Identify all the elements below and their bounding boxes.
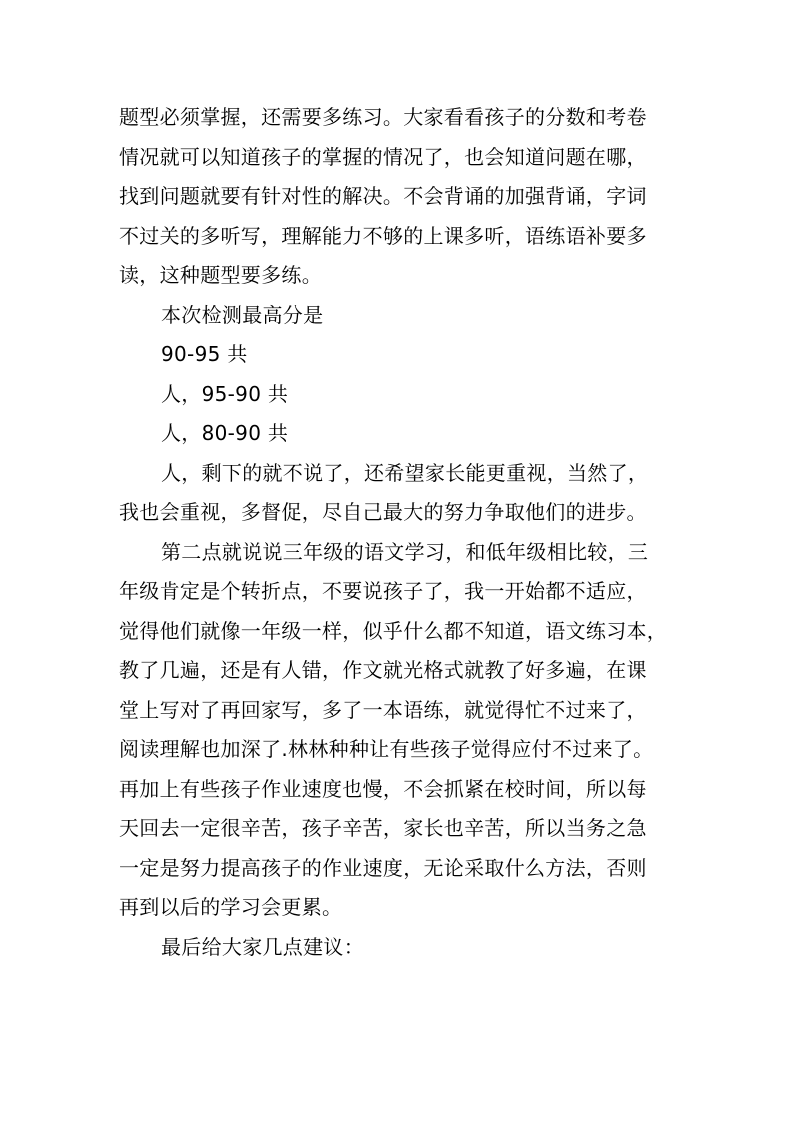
text-line: 情况就可以知道孩子的掌握的情况了，也会知道问题在哪， bbox=[119, 144, 647, 169]
text-line: 我也会重视，多督促，尽自己最大的努力争取他们的进步。 bbox=[119, 500, 647, 524]
text-line: 不过关的多听写，理解能力不够的上课多听，语练语补要多 bbox=[119, 223, 647, 248]
document-body bbox=[119, 98, 689, 967]
text-line: 人，80-90 共 bbox=[161, 421, 289, 445]
text-line: 觉得他们就像一年级一样，似乎什么都不知道，语文练习本， bbox=[119, 618, 668, 643]
text-line: 找到问题就要有针对性的解决。不会背诵的加强背诵，字词 bbox=[119, 184, 647, 208]
text-line: 读，这种题型要多练。 bbox=[119, 263, 322, 287]
text-line: 人，剩下的就不说了，还希望家长能更重视，当然了， bbox=[161, 460, 649, 485]
text-line: 再加上有些孩子作业速度也慢，不会抓紧在校时间，所以每 bbox=[119, 776, 647, 801]
text-line: 教了几遍，还是有人错，作文就光格式就教了好多遍，在课 bbox=[119, 658, 647, 682]
text-line: 再到以后的学习会更累。 bbox=[119, 895, 343, 919]
text-line: 本次检测最高分是 bbox=[161, 302, 324, 327]
text-line: 一定是努力提高孩子的作业速度，无论采取什么方法，否则 bbox=[119, 855, 647, 880]
text-line: 人，95-90 共 bbox=[161, 381, 289, 406]
text-line: 堂上写对了再回家写，多了一本语练，就觉得忙不过来了， bbox=[119, 697, 647, 722]
text-line: 阅读理解也加深了.林林种种让有些孩子觉得应付不过来了。 bbox=[119, 737, 654, 761]
text-line: 90-95 共 bbox=[161, 342, 248, 366]
text-line: 第二点就说说三年级的语文学习，和低年级相比较，三 bbox=[161, 539, 649, 564]
text-line: 年级肯定是个转折点，不要说孩子了，我一开始都不适应， bbox=[119, 579, 647, 603]
text-line: 天回去一定很辛苦，孩子辛苦，家长也辛苦，所以当务之急 bbox=[119, 816, 647, 840]
text-line: 题型必须掌握，还需要多练习。大家看看孩子的分数和考卷 bbox=[119, 105, 647, 129]
text-line: 最后给大家几点建议： bbox=[161, 934, 364, 959]
